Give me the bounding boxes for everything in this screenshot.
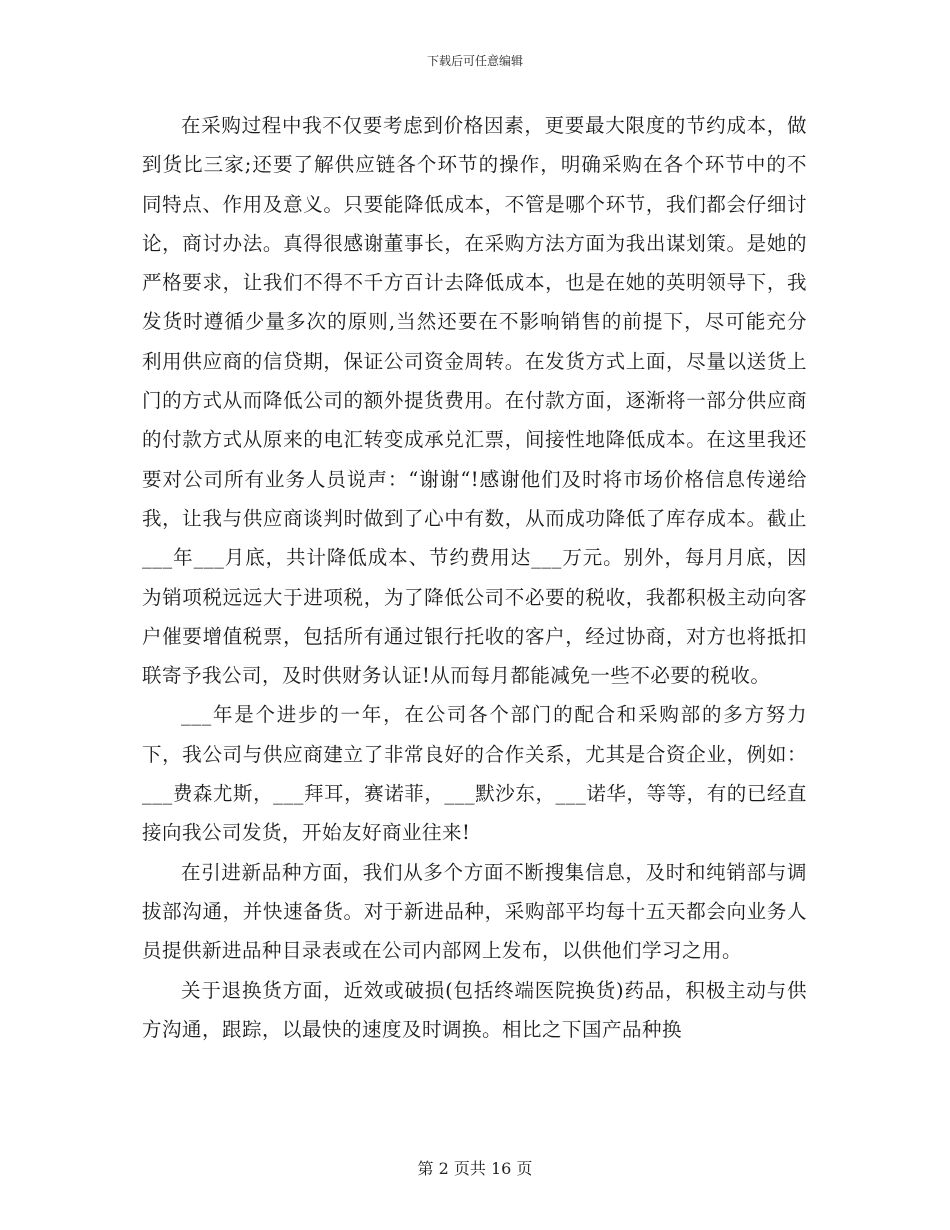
- paragraph-4: 关于退换货方面，近效或破损(包括终端医院换货)药品，积极主动与供方沟通，跟踪，以最快的速度及时调换。相比之下国产品种换: [142, 978, 807, 1041]
- document-body: [142, 106, 807, 1049]
- paragraph-3: 在引进新品种方面，我们从多个方面不断搜集信息，及时和纯销部与调拔部沟通，并快速备货。对于新进品种，采购部平均每十五天都会向业务人员提供新进品种目录表或在公司内部网上发布，以供他们学习之用。: [142, 860, 807, 963]
- paragraph-2: ___年是个进步的一年，在公司各个部门的配合和采购部的多方努力下，我公司与供应商建立了非常良好的合作关系，尤其是合资企业，例如：___费森尤斯，___拜耳，赛诺菲，___默沙东，___诺华，等等，有的已经直接向我公司发货，开始友好商业往来!: [142, 703, 807, 845]
- page-number-footer: 第 2 页共 16 页: [417, 1159, 533, 1178]
- paragraph-1: 在采购过程中我不仅要考虑到价格因素，更要最大限度的节约成本，做到货比三家;还要了解供应链各个环节的操作，明确采购在各个环节中的不同特点、作用及意义。只要能降低成本，不管是哪个环节，我们都会仔细讨论，商讨办法。真得很感谢董事长，在采购方法方面为我出谋划策。是她的严格要求，让我们不得不千方百计去降低成本，也是在她的英明领导下，我发货时遵循少量多次的原则,当然还要在不影响销售的前提下，尽可能充分利用供应商的信贷期，保证公司资金周转。在发货方式上面，尽量以送货上门的方式从而降低公司的额外提货费用。在付款方面，逐渐将一部分供应商的付款方式从原来的电汇转变成承兑汇票，间接性地降低成本。在这里我还要对公司所有业务人员说声：“谢谢“!感谢他们及时将市场价格信息传递给我，让我与供应商谈判时做到了心中有数，从而成功降低了库存成本。截止___年___月底，共计降低成本、节约费用达___万元。别外，每月月底，因为销项税远远大于进项税，为了降低公司不必要的税收，我都积极主动向客户催要增值税票，包括所有通过银行托收的客户，经过协商，对方也将抵扣联寄予我公司，及时供财务认证!从而每月都能减免一些不必要的税收。: [142, 114, 807, 688]
- header-note: 下载后可任意编辑: [426, 54, 523, 68]
